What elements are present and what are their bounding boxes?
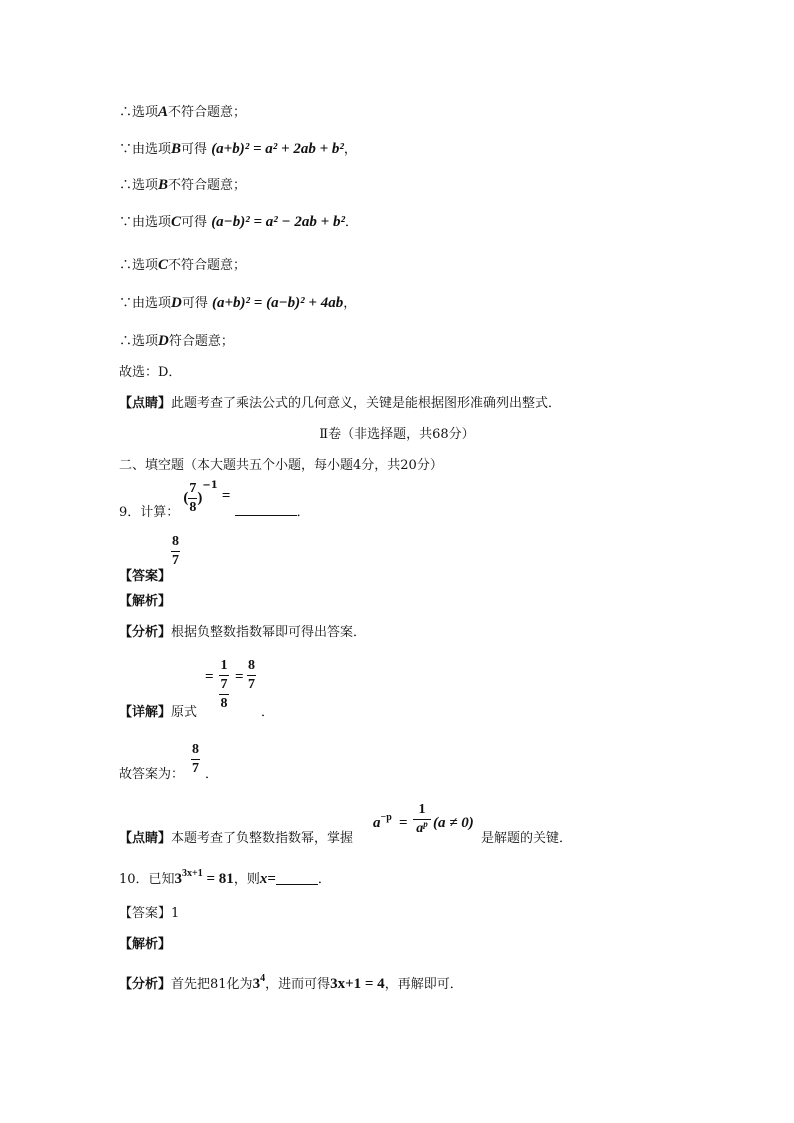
fraction: 8 7 (248, 658, 255, 692)
line-option-c-reason: ∵由选项C可得 (a−b)² = a² − 2ab + b²． (119, 214, 358, 230)
fraction: 8 7 (192, 742, 199, 776)
fraction: 1 $a^p$ (413, 802, 431, 837)
fraction: $\frac{8}{7}$ (172, 534, 180, 568)
option-letter: A (158, 104, 169, 120)
line-option-d-reason: ∵由选项D可得 (a+b)² = (a−b)² + 4ab， (119, 295, 357, 311)
jiexi-heading-10: 【解析】 (119, 937, 172, 952)
answer-blank (235, 501, 297, 516)
answer-9: 【答案】 $\frac{8}{7}$ (119, 534, 180, 584)
complex-fraction: 1 7 8 (220, 658, 228, 711)
document-page: ∴选项A不符合题意； ∵由选项B可得 (a+b)² = a² + 2ab + b²， ∴选项B不符合题意； ∵由选项C可得 (a−b)² = a² − 2ab + b²． ∴选项C不符合题意； ∵由选项D可得 (a+b)² = (a−b)² + 4ab， ∴选项D符合题意； 故选：D． 【点睛】此题考查了乘法公式的几何意义，关键是能根据图形准确列出整式． Ⅱ卷（非选择题，共68分） 二、填空题（本大题共五个小题，每小题4分，共20分） 9．计算： ( $\frac{7}{8}$ )$^{-1}$ = ． 【答案】 $\frac{8}{7}$ 【解析】 【分析】根据负整数指数幂即可得出答案． 【详解】 原式 = 1 7 8 = 8 7 ． 故答案为： 8 7 ． 【点睛】 本题考查了负整数指数幂，掌握 $a^{-p}$ = 1 $a^p$ (a ≠ 0) 是解题的关键． 10．已知$3^{3x+1} = 81$，则x= ． 【答案】1 【解析】 【分析】首先把81化为$3^4$，进而可得3x+1 = 4，再解即可． (0, 0, 794, 1123)
line-option-a-conclusion: ∴选项A不符合题意； (119, 104, 247, 120)
line-dianjing: 【点睛】此题考查了乘法公式的几何意义，关键是能根据图形准确列出整式． (119, 396, 562, 411)
line-option-c-conclusion: ∴选项C不符合题意； (119, 257, 247, 273)
line-option-b-conclusion: ∴选项B不符合题意； (119, 177, 247, 193)
question-10: 10．已知$3^{3x+1} = 81$，则x= ． (119, 868, 331, 887)
section-subtitle: 二、填空题（本大题共五个小题，每小题4分，共20分） (119, 458, 443, 473)
jiexi-heading: 【解析】 (119, 594, 172, 609)
fraction: $\frac{7}{8}$ (189, 481, 197, 515)
formula: (a+b)² = (a−b)² + 4ab (212, 295, 344, 311)
answer-10: 【答案】1 (119, 906, 180, 921)
question-9: 9．计算： ( $\frac{7}{8}$ )$^{-1}$ = ． (119, 480, 310, 520)
line-final-choice: 故选：D． (119, 365, 182, 380)
formula: (a−b)² = a² − 2ab + b² (211, 214, 345, 230)
fenxi-10: 【分析】首先把81化为$3^4$，进而可得3x+1 = 4，再解即可． (119, 973, 463, 992)
fenxi-9: 【分析】根据负整数指数幂即可得出答案． (119, 625, 367, 640)
line-option-d-conclusion: ∴选项D符合题意； (119, 333, 234, 349)
dianjing-9: 【点睛】 本题考查了负整数指数幂，掌握 $a^{-p}$ = 1 $a^p$ (a ≠ 0) 是解题的关键． (119, 802, 573, 846)
formula: (a+b)² = a² + 2ab + b² (211, 141, 344, 157)
section-title: Ⅱ卷（非选择题，共68分） (319, 427, 475, 442)
answer-blank (276, 870, 318, 885)
line-option-b-reason: ∵由选项B可得 (a+b)² = a² + 2ab + b²， (119, 141, 357, 157)
